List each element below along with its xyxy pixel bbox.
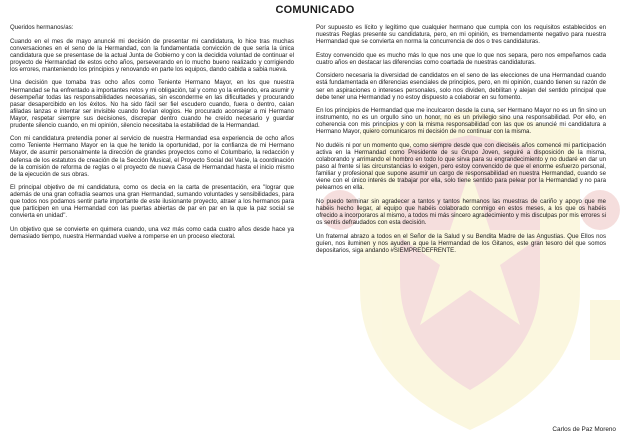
paragraph: No dudéis ni por un momento que, como siempre desde que con dieciséis años comencé mi participación activa en la Hermandad como Presidente de su Grupo Joven, seguiré a disposición de la misma, colaborando y arrimando el hombro en todo lo que sirva para su engrandecimiento y no dudaré en dar un paso al frente si las circunstancias lo exigen, pero estoy convencido de que el enorme esfuerzo personal, familiar y profesional que supone asumir un cargo de responsabilidad en nuestra Hermandad, cuando se viene con el único interés de trabajar por ella, solo tiene sentido para pelear por la Hermandad y no para pelearnos en ella. [316,141,606,192]
paragraph: Con mi candidatura pretendía poner al servicio de nuestra Hermandad esa experiencia de ocho años como Teniente Hermano Mayor en la que he tenido la oportunidad, por la confianza de mi Hermano Mayor, de asumir personalmente la dirección de grandes proyectos como el Columbario, la redacción y defensa de los estatutos de creación de la Sección Musical, el Proyecto Social del Vacie, la coordinación de la comisión de reforma de reglas o el proyecto de nueva Casa de Hermandad hasta el inicio mismo de la ejecución de sus obras. [10,135,294,178]
signature: Carlos de Paz Moreno [552,426,616,433]
right-column [316,24,606,260]
paragraph: No puedo terminar sin agradecer a tantos y tantos hermanos las muestras de cariño y apoyo que me habéis hecho llegar, al equipo que habéis colaborado conmigo en estos meses, a los que os habéis ofrecido a incorporaros al mismo, a todos mi más sincero agradecimiento y mis disculpas por mis errores si os sentís defraudados con esta decisión. [316,197,606,227]
paragraph: Por supuesto es lícito y legítimo que cualquier hermano que cumpla con los requisitos establecidos en nuestras Reglas presente su candidatura, pero, en mi opinión, es tremendamente negativo para nuestra Hermandad que se convierta en norma la concurrencia de dos o tres candidaturas. [316,24,606,46]
greeting: Queridos hermanos/as: [10,24,74,31]
paragraph: Cuando en el mes de mayo anuncié mi decisión de presentar mi candidatura, lo hice tras muchas conversaciones en el seno de la Hermandad, con la fundamentada convicción de que sería la única candidatura que se presentase de la actual Junta de Gobierno y con la decidida voluntad de continuar el proyecto de Hermandad de estos ocho años, perseverando en lo mucho bueno realizado y corrigiendo los errores, manteniendo los principios y renovando en parte los equipos, dando cabida a sabia nueva. [10,37,294,73]
paragraph: El principal objetivo de mi candidatura, como os decía en la carta de presentación, era "lograr que además de una gran cofradía seamos una gran Hermandad, sumando voluntades y sensibilidades, para que todos nos podamos sentir parte importante de este ilusionante proyecto, atraer a los hermanos para que participen en una Hermandad con las puertas abiertas de par en par en la que la paz social se convierta en unidad". [10,184,294,220]
paragraph: Un fraternal abrazo a todos en el Señor de la Salud y su Bendita Madre de las Angustias. Que Ellos nos guíen, nos iluminen y nos ayuden a que la Hermandad de los Gitanos, este gran tesoro del que somos depositarios, siga andando #SIEMPREDEFRENTE. [316,232,606,254]
paragraph: En los principios de Hermandad que me inculcaron desde la cuna, ser Hermano Mayor no es un fin sino un instrumento, no es un orgullo sino un honor, no es un privilegio sino una responsabilidad. Por ello, en coherencia con mis principios y con la misma responsabilidad con las que os anuncié mi candidatura a Hermano Mayor, quiero comunicaros mi decisión de no continuar con la misma. [316,107,606,136]
paragraph: Un objetivo que se convierte en quimera cuando, una vez más como cada cuatro años desde hace ya demasiado tiempo, nuestra Hermandad vuelve a romperse en un proceso electoral. [10,226,294,241]
document-title: COMUNICADO [275,4,355,16]
paragraph: Una decisión que tomaba tras ocho años como Teniente Hermano Mayor, en los que nuestra Hermandad se ha enfrentado a importantes retos y mi obligación, tal y como yo la entiendo, era asumir y desempeñar todas las responsabilidades necesarias, sin esconderme en las dificultades y procurando pasar desapercibido en los éxitos. No ha sido fácil ser fiel escudero cuando, fuera o dentro, caían afiladas lanzas e intentar ser invisible cuando llovían elogios. He procurado aconsejar a mi Hermano Mayor, respetar siempre sus decisiones, discrepar dentro cuando he creído necesario y guardar prudente silencio cuando, en mi opinión, silencio necesitaba la estabilidad de la Hermandad. [10,79,294,129]
paragraph: Considero necesaria la diversidad de candidatos en el seno de las elecciones de una Hermandad cuando está fundamentada en diferencias esenciales de principios, pero, en mi opinión, cuando tienen su razón de ser en aspiraciones o intereses personales, solo nos dividen, debilitan y alejan del sentido principal que debe tener una Hermandad y no estoy dispuesto a colaborar en su fomento. [316,72,606,101]
left-column [10,24,294,247]
paragraph: Estoy convencido que es mucho más lo que nos une que lo que nos separa, pero nos empeñamos cada cuatro años en destacar las diferencias como coartada de nuestras candidaturas. [316,51,606,66]
